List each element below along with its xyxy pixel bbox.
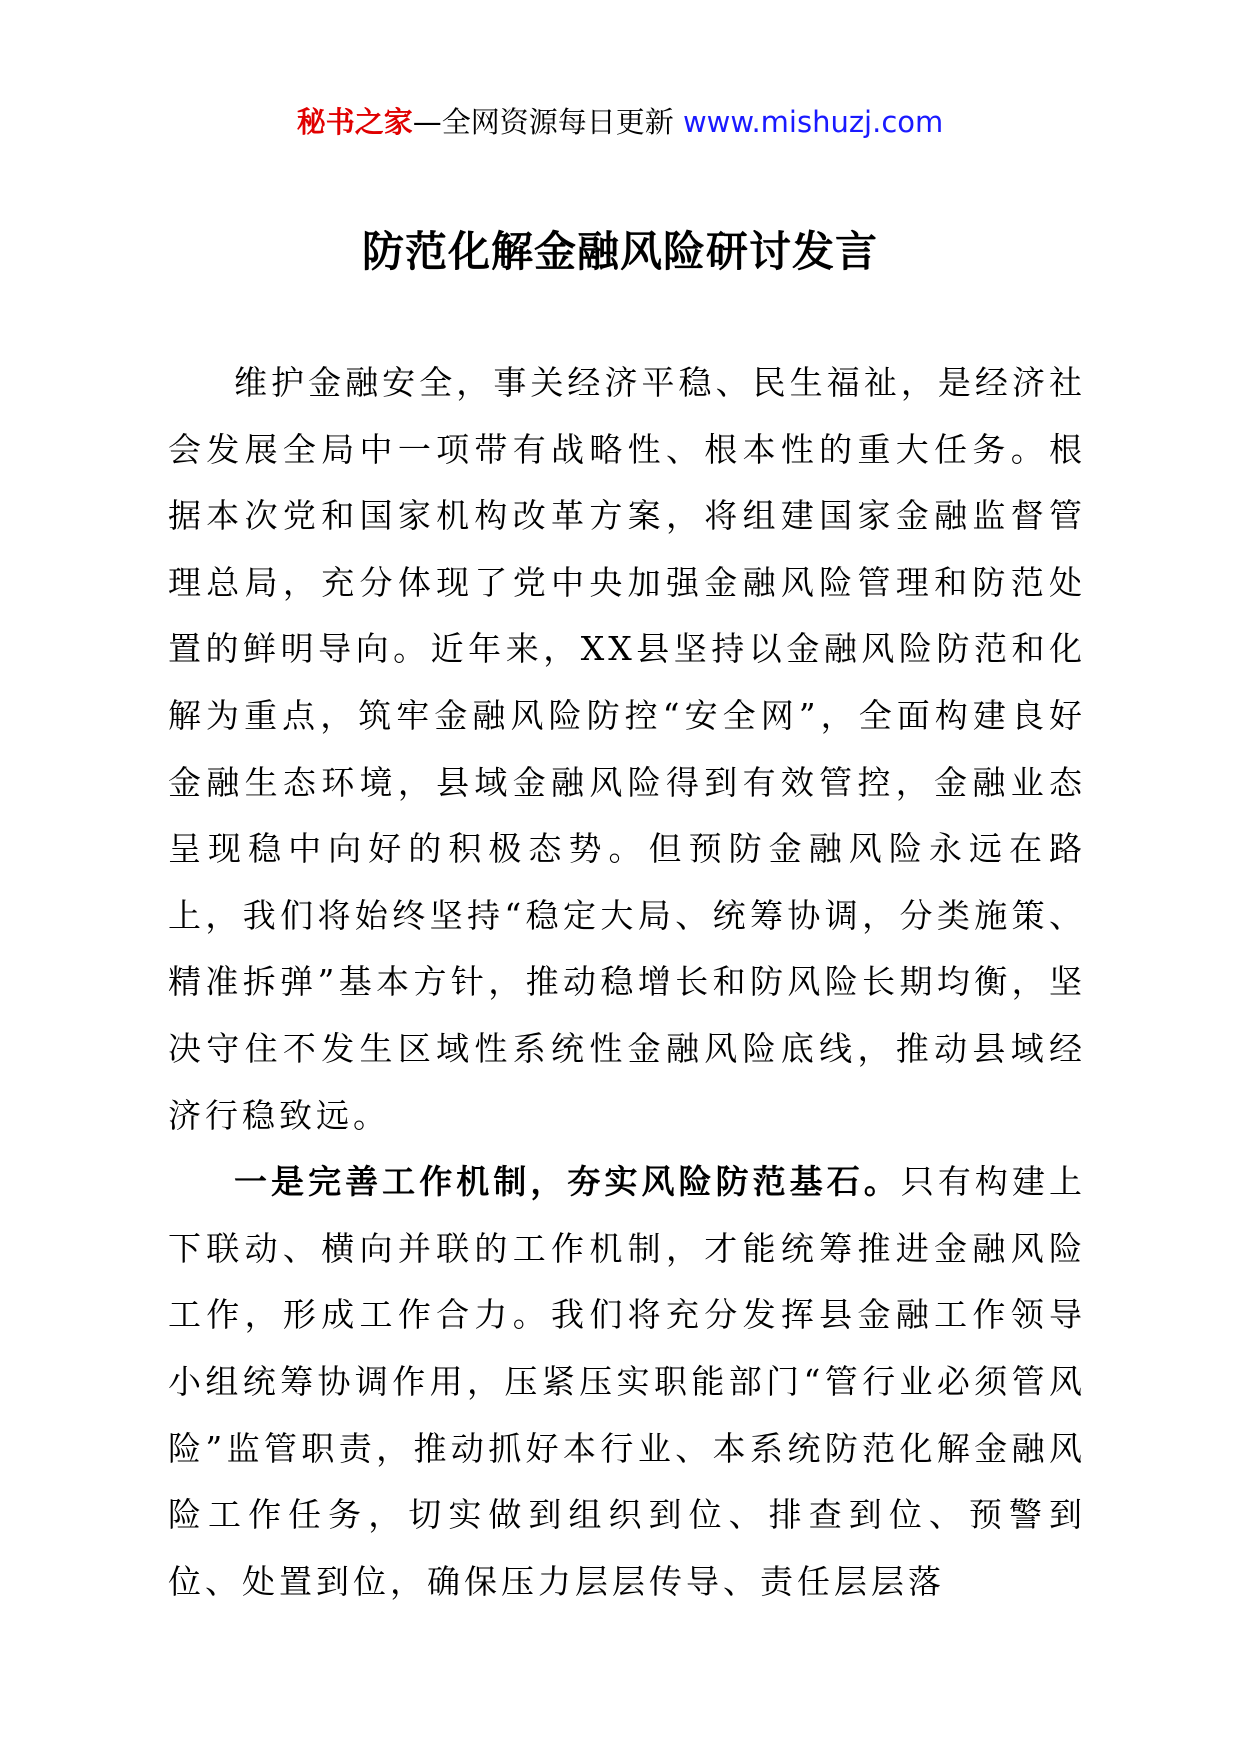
document-body (168, 350, 1086, 1615)
site-header (0, 100, 1240, 144)
paragraph (168, 350, 1086, 1149)
site-slogan: —全网资源每日更新 (412, 105, 674, 139)
document-title: 防范化解金融风险研讨发言 (361, 227, 878, 276)
paragraph-lead: 一是完善工作机制，夯实风险防范基石。 (234, 1162, 901, 1202)
paragraph (168, 1149, 1086, 1615)
site-url-link[interactable]: www.mishuzj.com (682, 105, 944, 139)
site-brand: 秘书之家 (296, 105, 413, 139)
paragraph-text: 维护金融安全，事关经济平稳、民生福祉，是经济社会发展全局中一项带有战略性、根本性的重大任务。根据本次党和国家机构改革方案，将组建国家金融监督管理总局，充分体现了党中央加强金融风险管理和防范处置的鲜明导向。近年来，XX县坚持以金融风险防范和化解为重点，筑牢金融风险防控“安全网”，全面构建良好金融生态环境，县域金融风险得到有效管控，金融业态呈现稳中向好的积极态势。但预防金融风险永远在路上，我们将始终坚持“稳定大局、统筹协调，分类施策、精准拆弹”基本方针，推动稳增长和防风险长期均衡，坚决守住不发生区域性系统性金融风险底线，推动县域经济行稳致远。 (168, 363, 1086, 1135)
paragraph-text: 只有构建上下联动、横向并联的工作机制，才能统筹推进金融风险工作，形成工作合力。我们将充分发挥县金融工作领导小组统筹协调作用，压紧压实职能部门“管行业必须管风险”监管职责，推动抓好本行业、本系统防范化解金融风险工作任务，切实做到组织到位、排查到位、预警到位、处置到位，确保压力层层传导、责任层层落 (168, 1162, 1087, 1601)
